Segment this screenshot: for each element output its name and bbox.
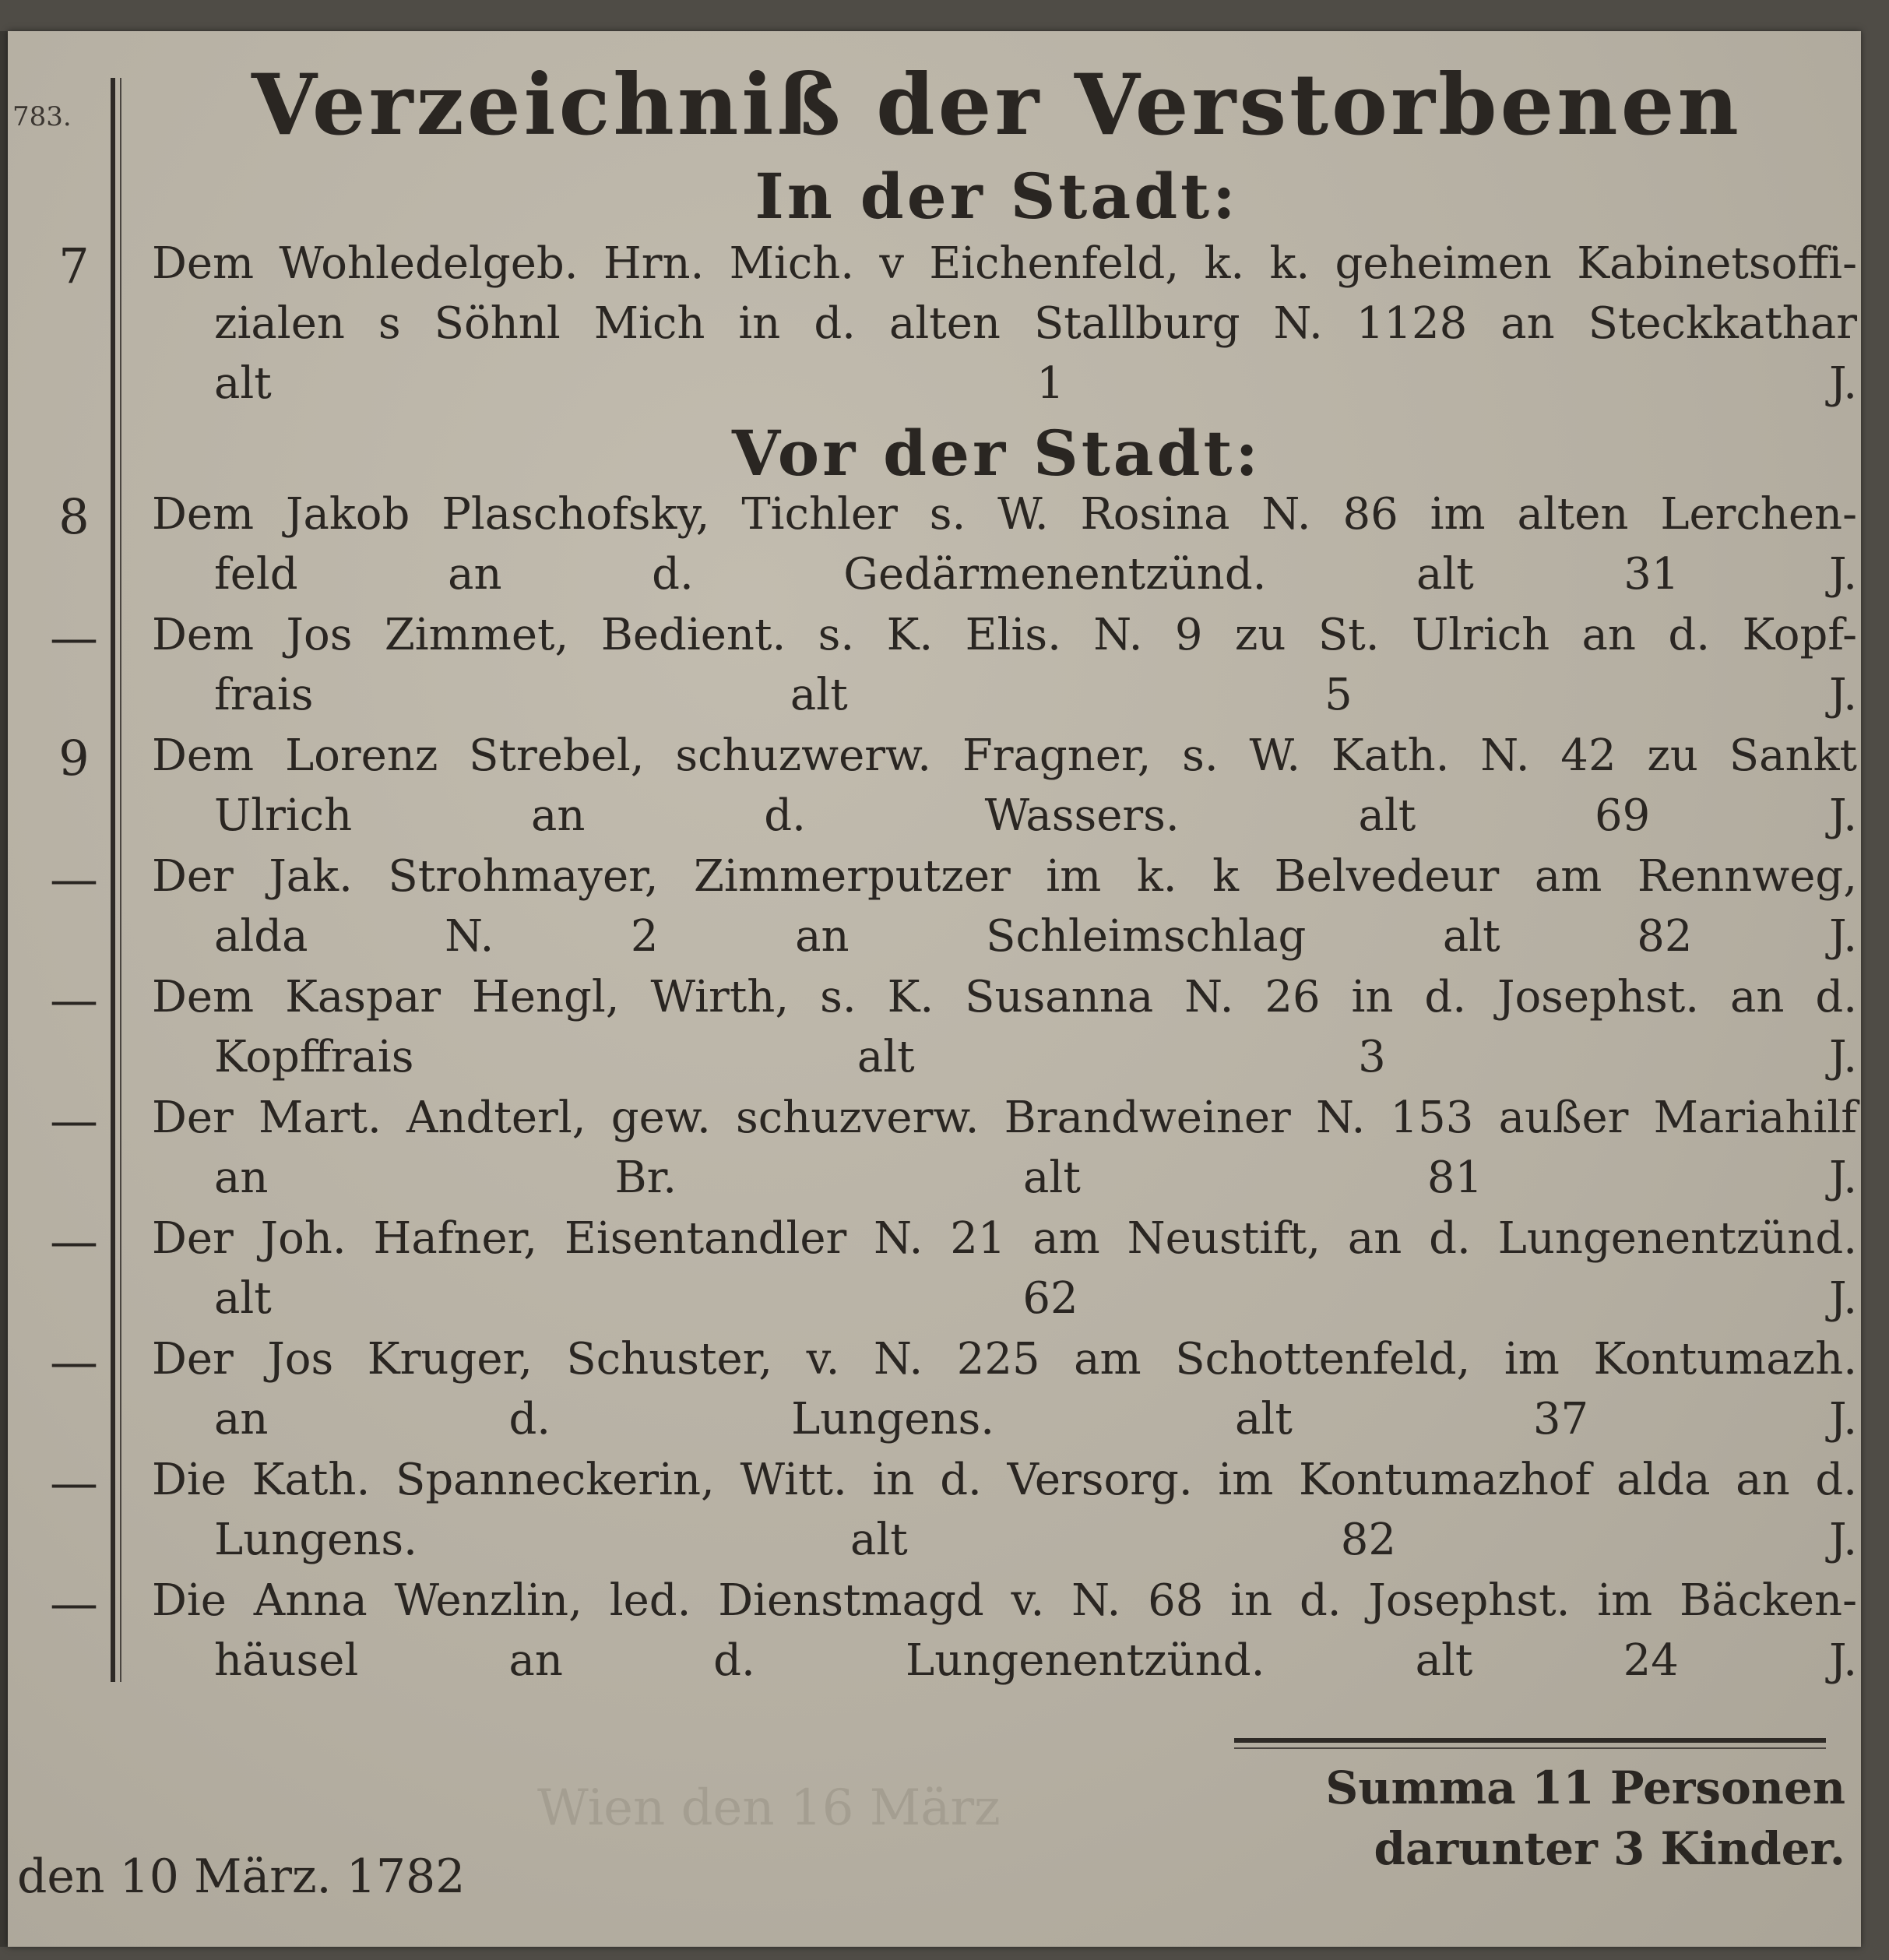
entry-line: Dem Lorenz Strebel, schuzwerw. Fragner, s. W. Kath. N. 42 zu Sankt xyxy=(152,730,1857,781)
edge-fragment: 783. xyxy=(12,101,72,132)
entry xyxy=(152,605,1857,725)
show-through-text: Wien den 16 März xyxy=(537,1779,1001,1837)
entry-line: Dem Jos Zimmet, Bedient. s. K. Elis. N. 9 zu St. Ulrich an d. Kopf- xyxy=(152,610,1857,660)
day-marker: — xyxy=(50,609,98,666)
day-marker: — xyxy=(50,1454,98,1511)
entry-line: frais alt 5 J. xyxy=(214,670,1857,720)
entry xyxy=(152,1450,1857,1570)
entry-line: Der Jak. Strohmayer, Zimmerputzer im k. k Belvedeur am Rennweg, xyxy=(152,851,1857,902)
entry-line: Dem Jakob Plaschofsky, Tichler s. W. Rosina N. 86 im alten Lerchen- xyxy=(152,489,1857,540)
entry-line: Die Anna Wenzlin, led. Dienstmagd v. N. 68 in d. Josephst. im Bäcken- xyxy=(152,1575,1857,1626)
entry-line: Lungens. alt 82 J. xyxy=(214,1515,1857,1565)
entry-line: Der Jos Kruger, Schuster, v. N. 225 am Schottenfeld, im Kontumazh. xyxy=(152,1334,1857,1385)
left-double-rule xyxy=(111,78,115,1682)
entry-line: Dem Wohledelgeb. Hrn. Mich. v Eichenfeld, k. k. geheimen Kabinetsoffi- xyxy=(152,238,1857,289)
entry-line: an d. Lungens. alt 37 J. xyxy=(214,1394,1857,1444)
day-marker: 8 xyxy=(58,488,90,545)
entry-line: alt 1 J. xyxy=(214,358,1857,409)
day-marker: — xyxy=(50,1575,98,1631)
section-heading-outside: Vor der Stadt: xyxy=(732,417,1261,490)
entry xyxy=(152,484,1857,604)
section-heading-city: In der Stadt: xyxy=(755,160,1239,233)
entry-line: Der Mart. Andterl, gew. schuzverw. Brandweiner N. 153 außer Mariahilf xyxy=(152,1093,1857,1143)
entry-line: Dem Kaspar Hengl, Wirth, s. K. Susanna N. 26 in d. Josephst. an d. xyxy=(152,972,1857,1022)
entry xyxy=(152,1209,1857,1328)
entry-line: feld an d. Gedärmenentzünd. alt 31 J. xyxy=(214,549,1857,600)
summary-rule xyxy=(1234,1738,1826,1743)
entry xyxy=(152,1088,1857,1208)
entry xyxy=(152,846,1857,966)
page-title: Verzeichniß der Verstorbenen xyxy=(252,56,1742,154)
day-marker: — xyxy=(50,1212,98,1269)
entry-line: Der Joh. Hafner, Eisentandler N. 21 am Neustift, an d. Lungenentzünd. xyxy=(152,1213,1857,1264)
entry xyxy=(152,967,1857,1087)
entry-line: zialen s Söhnl Mich in d. alten Stallburg N. 1128 an Steckkathar xyxy=(214,298,1857,349)
entry-line: Kopffrais alt 3 J. xyxy=(214,1032,1857,1082)
summary-total: Summa 11 Personen xyxy=(1325,1761,1845,1814)
entry-line: Ulrich an d. Wassers. alt 69 J. xyxy=(214,790,1857,841)
day-marker: — xyxy=(50,850,98,907)
entry-line: alt 62 J. xyxy=(214,1273,1857,1324)
entry-line: an Br. alt 81 J. xyxy=(214,1152,1857,1203)
day-marker: 7 xyxy=(58,238,90,294)
entry xyxy=(152,1329,1857,1449)
summary-children: darunter 3 Kinder. xyxy=(1374,1822,1845,1875)
left-double-rule-thin xyxy=(120,78,121,1682)
entry xyxy=(152,726,1857,846)
entry-line: Die Kath. Spanneckerin, Witt. in d. Versorg. im Kontumazhof alda an d. xyxy=(152,1455,1857,1505)
entry-line: häusel an d. Lungenentzünd. alt 24 J. xyxy=(214,1635,1857,1686)
publication-date: den 10 März. 1782 xyxy=(17,1849,466,1904)
day-marker: 9 xyxy=(58,730,90,786)
entry-line: alda N. 2 an Schleimschlag alt 82 J. xyxy=(214,911,1857,962)
entry xyxy=(152,234,1857,413)
summary-rule-thin xyxy=(1234,1747,1826,1749)
entry xyxy=(152,1571,1857,1691)
day-marker: — xyxy=(50,1333,98,1390)
day-marker: — xyxy=(50,1092,98,1149)
day-marker: — xyxy=(50,971,98,1028)
